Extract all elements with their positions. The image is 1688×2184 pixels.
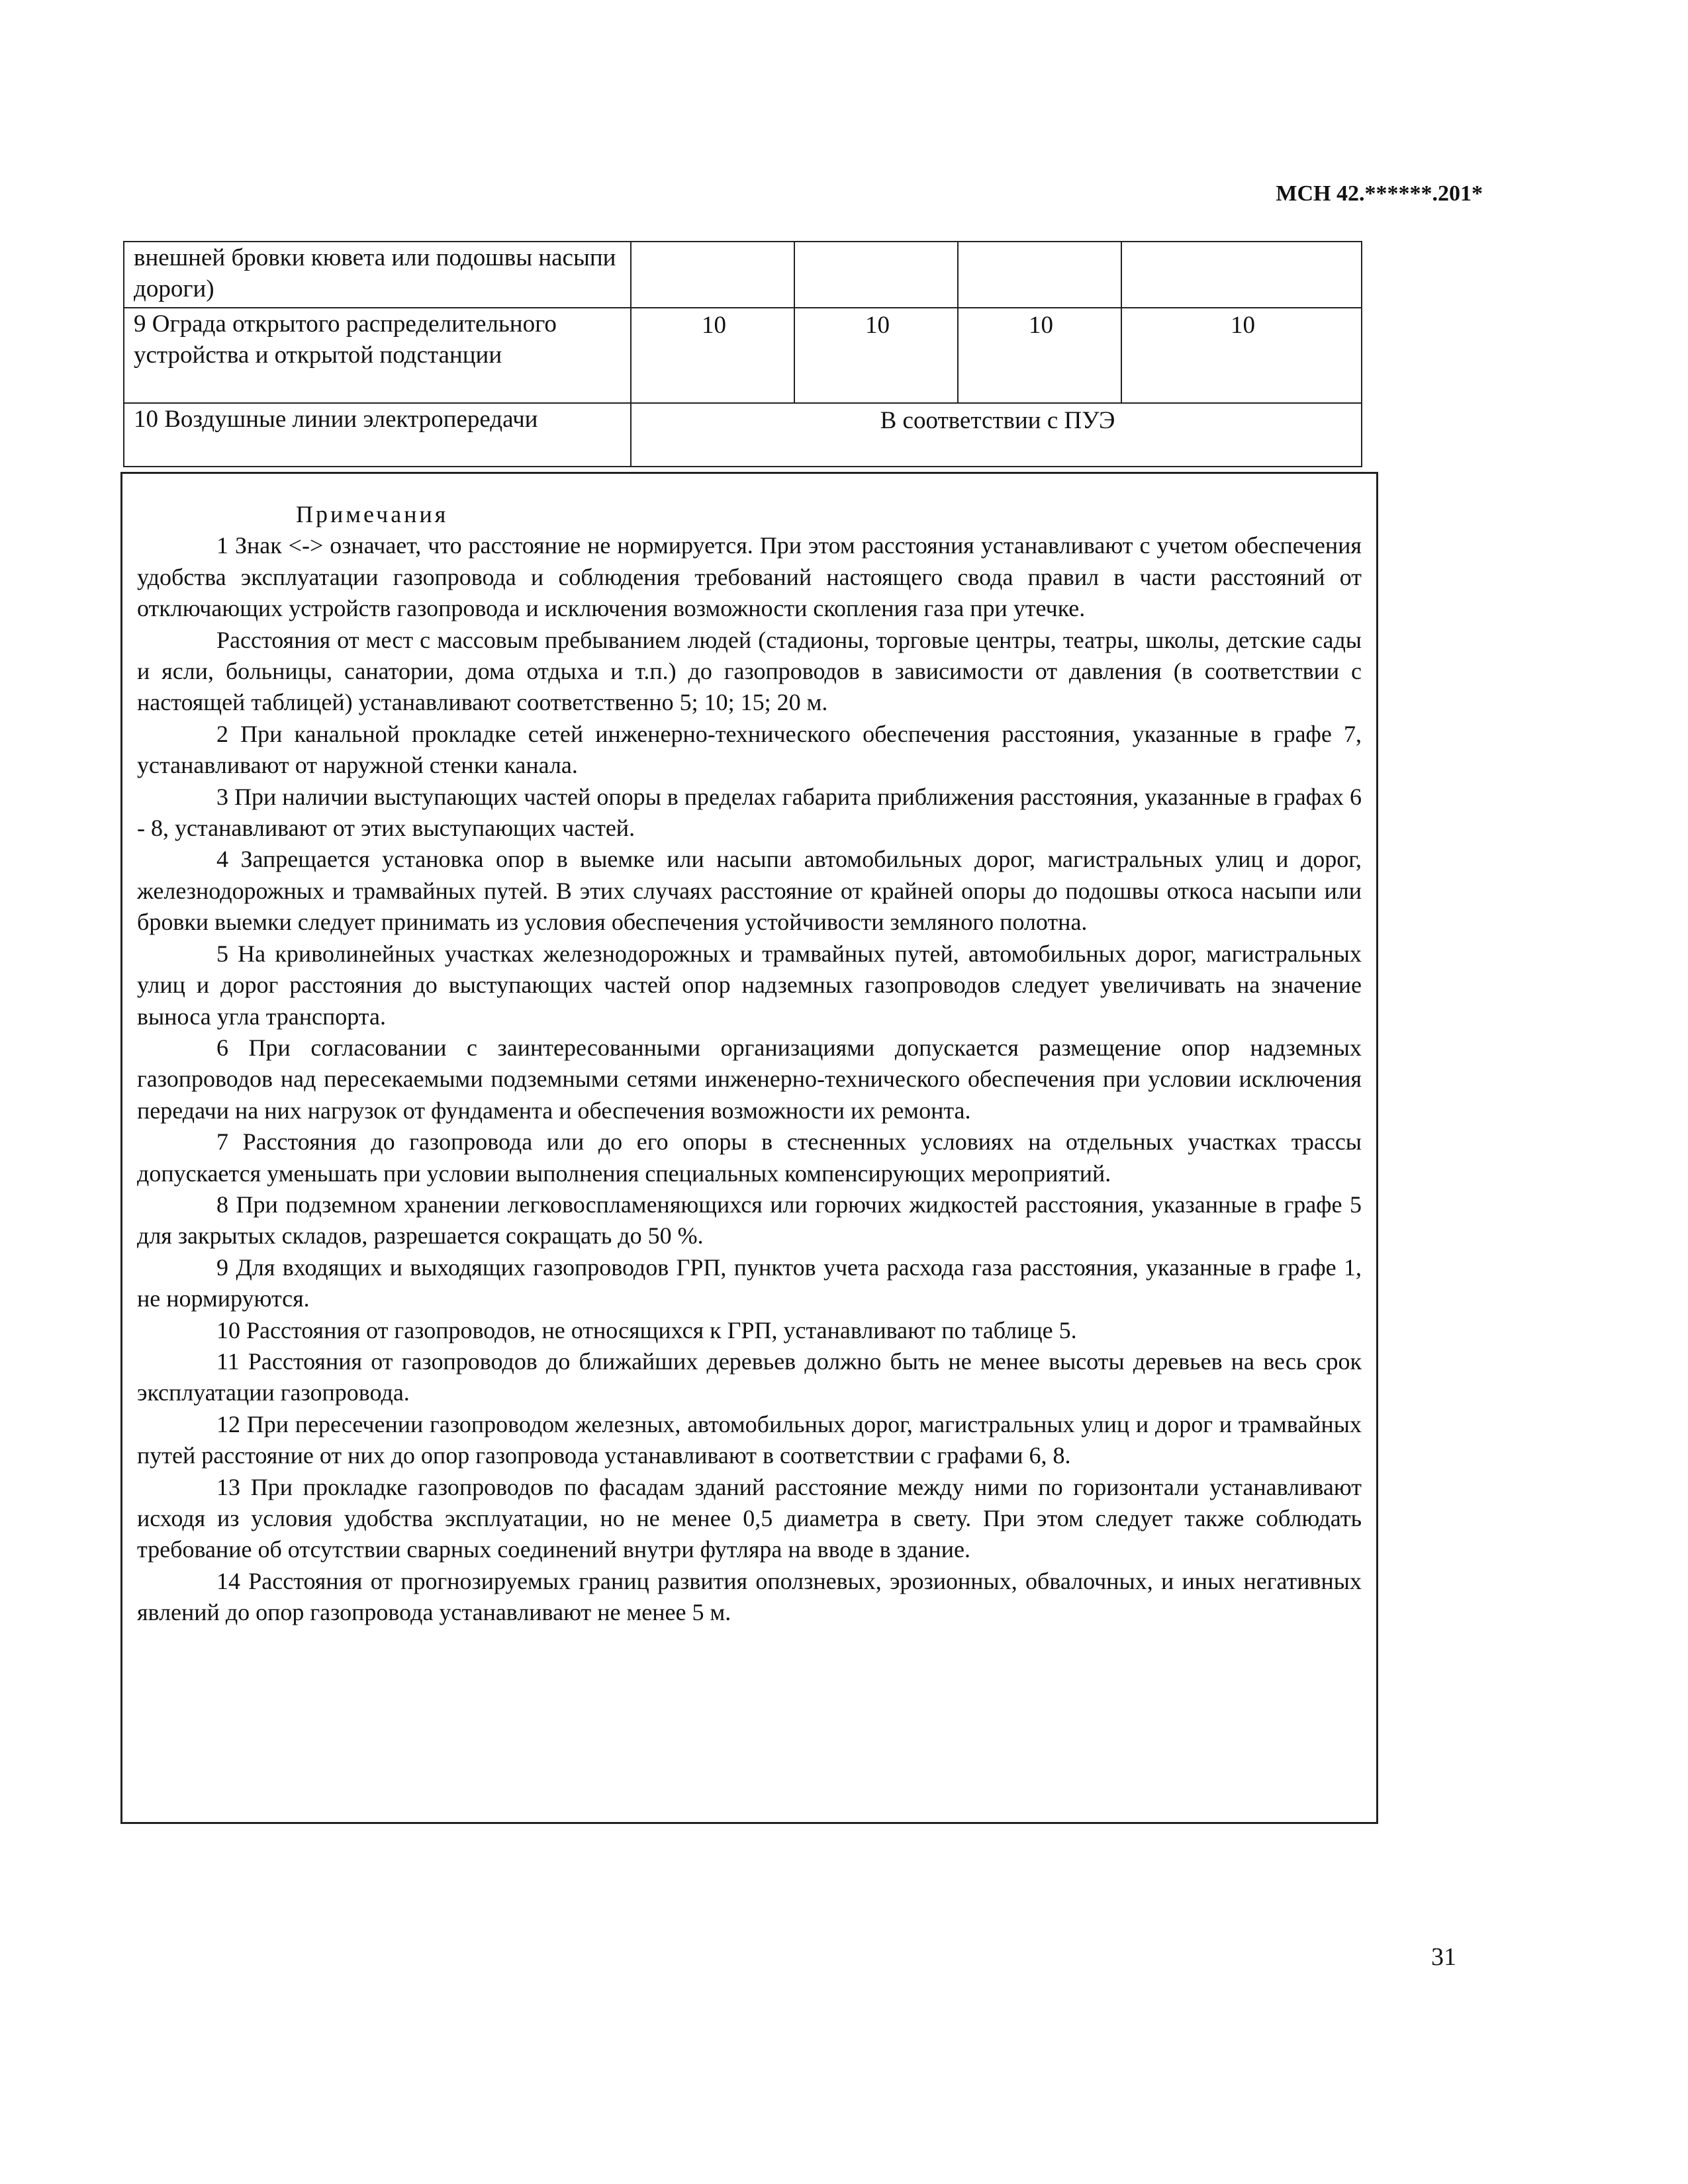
- table-cell: 10: [794, 308, 958, 403]
- table-row: [124, 403, 1362, 467]
- note-paragraph: Расстояния от мест с массовым пребыванием людей (стадионы, торговые центры, театры, школы, детские сады и ясли, больницы, санатории, дома отдыха и т.п.) до газопроводов в зависимости от давления (в соответствии с настоящей таблицей) устанавливают соответственно 5; 10; 15; 20 м.: [137, 626, 1362, 716]
- table-cell: [958, 242, 1121, 308]
- table-cell: 10: [631, 308, 794, 403]
- note-paragraph: 7 Расстояния до газопровода или до его опоры в стесненных условиях на отдельных участках трассы допускается уменьшать при условии выполнения специальных компенсирующих мероприятий.: [137, 1128, 1362, 1187]
- row-label-power-lines: 10 Воздушные линии электропередачи: [124, 403, 631, 467]
- table-cell: [794, 242, 958, 308]
- note-paragraph: 3 При наличии выступающих частей опоры в пределах габарита приближения расстояния, указанные в графах 6 - 8, устанавливают от этих выступающих частей.: [137, 783, 1362, 842]
- note-paragraph: 5 На криволинейных участках железнодорожных и трамвайных путей, автомобильных дорог, магистральных улиц и дорог расстояния до выступающих частей опор надземных газопроводов следует увеличивать на значение выноса угла транспорта.: [137, 940, 1362, 1030]
- note-paragraph: 9 Для входящих и выходящих газопроводов ГРП, пунктов учета расхода газа расстояния, указанные в графе 1, не нормируются.: [137, 1253, 1362, 1312]
- note-paragraph: 1 Знак <-> означает, что расстояние не нормируется. При этом расстояния устанавливают с учетом обеспечения удобства эксплуатации газопровода и соблюдения требований настоящего свода правил в части расстояний от отключающих устройств газопровода и исключения возможности скопления газа при утечке.: [137, 532, 1362, 622]
- note-paragraph: 14 Расстояния от прогнозируемых границ развития оползневых, эрозионных, обвалочных, и иных негативных явлений до опор газопровода устанавливают не менее 5 м.: [137, 1567, 1362, 1626]
- distance-table: [123, 241, 1362, 467]
- row-label-ditch-edge: внешней бровки кювета или подошвы насыпи дороги): [124, 242, 631, 308]
- note-paragraph: 8 При подземном хранении легковоспламеняющихся или горючих жидкостей расстояния, указанные в графе 5 для закрытых складов, разрешается сокращать до 50 %.: [137, 1191, 1362, 1250]
- note-paragraph: 6 При согласовании с заинтересованными организациями допускается размещение опор надземных газопроводов над пересекаемыми подземными сетями инженерно-технического обеспечения при условии исключения передачи на них нагрузок от фундамента и обеспечения возможности их ремонта.: [137, 1034, 1362, 1124]
- document-code: МСН 42.******.201*: [1276, 181, 1483, 206]
- notes-heading: Примечания: [296, 501, 449, 527]
- table-cell: [631, 242, 794, 308]
- note-paragraph: 12 При пересечении газопроводом железных, автомобильных дорог, магистральных улиц и дорог и трамвайных путей расстояние от них до опор газопровода устанавливают в соответствии с графами 6, 8.: [137, 1410, 1362, 1469]
- table-cell: 10: [958, 308, 1121, 403]
- page-number: 31: [1431, 1943, 1456, 1971]
- notes-box: [120, 472, 1378, 1824]
- table-row: [124, 308, 1362, 403]
- note-paragraph: 10 Расстояния от газопроводов, не относящихся к ГРП, устанавливают по таблице 5.: [216, 1316, 1077, 1343]
- row-label-substation-fence: 9 Ограда открытого распределительного устройства и открытой подстанции: [124, 308, 631, 403]
- merged-cell-pue: В соответствии с ПУЭ: [631, 403, 1362, 467]
- table-cell: 10: [1121, 308, 1362, 403]
- note-paragraph: 4 Запрещается установка опор в выемке или насыпи автомобильных дорог, магистральных улиц и дорог, железнодорожных и трамвайных путей. В этих случаях расстояние от крайней опоры до подошвы откоса насыпи или бровки выемки следует принимать из условия обеспечения устойчивости земляного полотна.: [137, 846, 1362, 936]
- note-paragraph: 13 При прокладке газопроводов по фасадам зданий расстояние между ними по горизонтали устанавливают исходя из условия удобства эксплуатации, но не менее 0,5 диаметра в свету. При этом следует также соблюдать требование об отсутствии сварных соединений внутри футляра на вводе в здание.: [137, 1473, 1362, 1563]
- table-cell: [1121, 242, 1362, 308]
- table-row: [124, 242, 1362, 308]
- note-paragraph: 11 Расстояния от газопроводов до ближайших деревьев должно быть не менее высоты деревьев на весь срок эксплуатации газопровода.: [137, 1347, 1362, 1406]
- note-paragraph: 2 При канальной прокладке сетей инженерно-технического обеспечения расстояния, указанные в графе 7, устанавливают от наружной стенки канала.: [137, 720, 1362, 779]
